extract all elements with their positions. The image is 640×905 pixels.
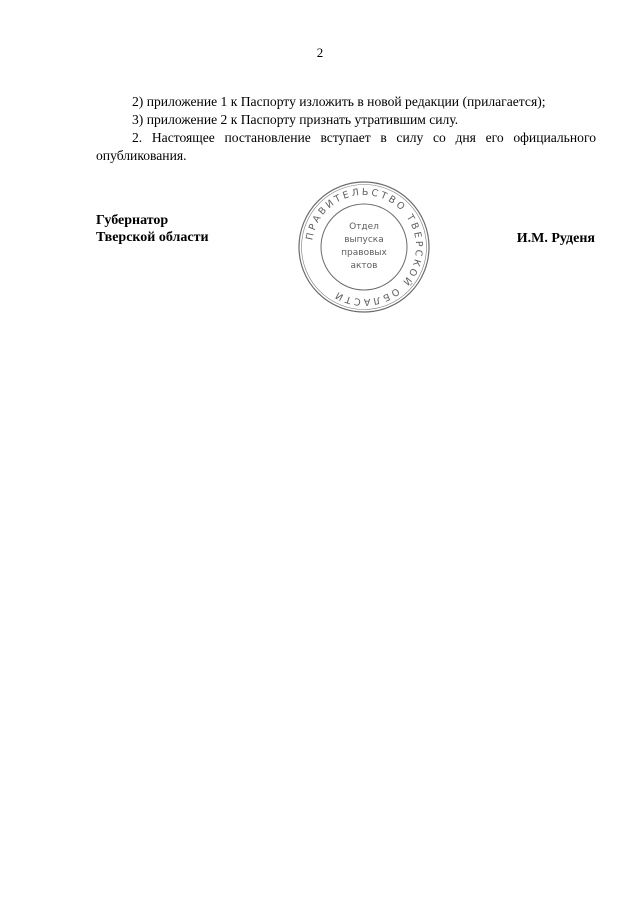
signatory-title-line2: Тверской области [96, 230, 209, 245]
page-number: 2 [316, 45, 324, 60]
signatory-name: И.М. Руденя [516, 231, 595, 246]
paragraph-appendix-1: 2) приложение 1 к Паспорту изложить в новой редакции (прилагается); [132, 94, 546, 109]
seal-outer-text: ПРАВИТЕЛЬСТВО ТВЕРСКОЙ ОБЛАСТИ [304, 186, 425, 308]
paragraph-appendix-2: 3) приложение 2 к Паспорту признать утратившим силу. [132, 112, 459, 127]
signatory-title [96, 212, 209, 246]
seal-center-line4: актов [350, 261, 378, 271]
svg-text:ПРАВИТЕЛЬСТВО ТВЕРСКОЙ ОБЛАСТИ [304, 187, 424, 307]
signatory-title-line1: Губернатор [96, 213, 169, 228]
official-seal-stamp [296, 180, 432, 314]
seal-center-line2: выпуска [344, 235, 384, 245]
paragraph-effective-date: 2. Настоящее постановление вступает в силу со дня его официального опубликования. [96, 130, 596, 163]
document-body [96, 93, 596, 165]
seal-center-line3: правовых [341, 248, 387, 258]
seal-center-line1: Отдел [349, 222, 379, 232]
